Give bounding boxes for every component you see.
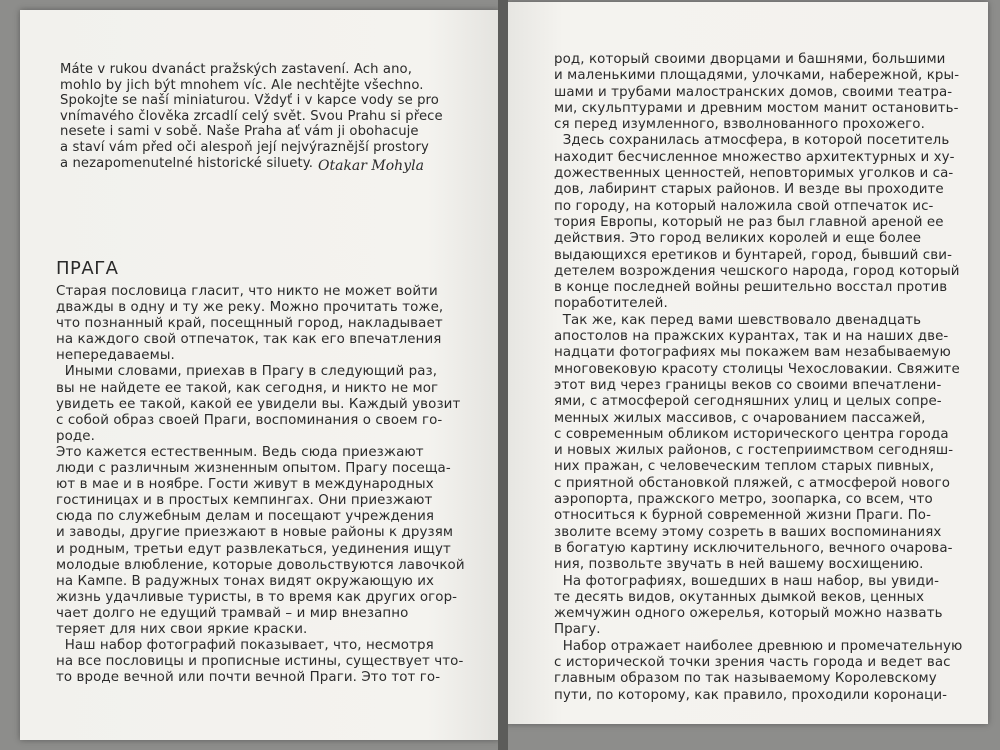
text-line: находит бесчисленное множество архитектурных и ху-: [554, 149, 955, 165]
text-line: Так же, как перед вами шевствовало двенадцать: [554, 312, 922, 328]
text-line: шами и трубами малостранских домов, своими театра-: [554, 84, 953, 100]
text-line: гостиницах и в простых кемпингах. Они приезжают: [56, 493, 433, 509]
text-line: Старая пословица гласит, что никто не может войти: [56, 284, 438, 299]
text-line: молодые влюбление, которые довольствуются лавочкой: [56, 557, 465, 573]
text-line: многовековую красоту столицы Чехословакии. Свяжите: [554, 361, 960, 377]
text-line: a nezapomenutelné historické siluety.: [60, 155, 314, 171]
text-line: надцати фотографиях мы покажем вам незабываемую: [554, 345, 951, 361]
text-line: сюда по служебным делам и посещают учреждения: [56, 509, 435, 525]
text-line: детелем возрождения чешского народа, город который: [554, 263, 960, 279]
text-line: Иными словами, приехав в Прагу в следующий раз,: [56, 364, 438, 380]
text-line: ют в мае и в ноябре. Гости живут в международных: [56, 477, 434, 493]
right-body-text: [554, 52, 962, 704]
text-line: них пражан, с человеческим теплом старых пивных,: [554, 459, 935, 475]
text-line: апостолов на пражских курантах, так и на наших две-: [554, 329, 949, 345]
text-line: выдающихся еретиков и бунтарей, город, бывший сви-: [554, 247, 952, 263]
author-signature: Otakar Mohyla: [318, 158, 424, 174]
text-line: то вроде вечной или почти вечной Праги. Это тот го-: [56, 670, 441, 686]
text-line: действия. Это город великих королей и еще более: [554, 231, 922, 247]
text-line: пути, по которому, как правило, проходили коронаци-: [554, 687, 948, 703]
text-line: что познанный край, посещнный город, накладывает: [56, 316, 443, 332]
text-line: зволите всему этому созреть в ваших воспоминаниях: [554, 524, 942, 540]
text-line: nesete i sami v sobě. Naše Praha ať vám ji obohacuje: [60, 124, 419, 140]
text-line: и маленькими площадями, улочками, набережной, кры-: [554, 68, 960, 84]
text-line: ями, с атмосферой сегодняшних улиц и целых сопре-: [554, 394, 942, 410]
text-line: Здесь сохранилась атмосфера, в которой посетитель: [554, 133, 950, 149]
page-heading: ПРАГА: [56, 258, 119, 279]
text-line: с собой образ своей Праги, воспоминания о своем го-: [56, 412, 443, 428]
text-line: жизнь удачливые туристы, в то время как других огор-: [56, 589, 458, 605]
text-line: жемчужин одного ожерелья, который можно назвать: [554, 606, 943, 622]
text-line: по городу, на который наложила свой отпечаток ис-: [554, 198, 934, 214]
text-line: vnímavého člověka zrcadlí celý svět. Svou Prahu si přece: [60, 108, 443, 124]
text-line: менных жилых массивов, с очарованием пассажей,: [554, 410, 926, 426]
text-line: относиться к бурной современной жизни Праги. По-: [554, 508, 932, 524]
text-line: в конце последней войны решительно восстал против: [554, 280, 948, 296]
text-line: с исторической точки зрения часть города и ведет вас: [554, 654, 951, 670]
text-line: роде.: [56, 428, 95, 444]
text-line: Набор отражает наиболее древнюю и промечательную: [554, 638, 963, 654]
text-line: главным образом по так называемому Королевскому: [554, 671, 937, 687]
text-line: люди с различным жизненным опытом. Прагу посеща-: [56, 461, 451, 477]
text-line: ми, скульптурами и древним мостом манит остановить-: [554, 100, 959, 116]
text-line: a staví vám před oči alespoň její nejvýraznější prostory: [60, 139, 429, 155]
text-line: на все пословицы и прописные истины, существует что-: [56, 654, 464, 670]
text-line: на каждого свой отпечаток, так как его впечатления: [56, 332, 442, 348]
book-spine: [498, 0, 508, 750]
text-line: с приятной обстановкой пляжей, с атмосферой нового: [554, 475, 951, 491]
text-line: те десять видов, окутанных дымкой веков, ценных: [554, 589, 925, 605]
text-line: род, который своими дворцами и башнями, большими: [554, 52, 946, 67]
text-line: Прагу.: [554, 622, 601, 638]
text-line: Máte v rukou dvanáct pražských zastavení. Ach ano,: [60, 62, 412, 77]
text-line: mohlo by jich být mnohem víc. Ale nechtějte všechno.: [60, 77, 424, 93]
text-line: теряет для них свои яркие краски.: [56, 621, 308, 637]
text-line: этот вид через границы веков со своими впечатлени-: [554, 377, 942, 393]
text-line: и родным, третьи едут развлекаться, уединения ищут: [56, 541, 451, 557]
text-line: Spokojte se naší miniaturou. Vždyť i v kapce vody se pro: [60, 93, 439, 109]
text-line: Наш набор фотографий показывает, что, несмотря: [56, 638, 434, 654]
text-line: с современным обликом исторического центра города: [554, 426, 949, 442]
text-line: ния, позвольте звучать в ней вашему восхищению.: [554, 557, 924, 573]
text-line: и новых жилых районов, с гостеприимством сегодняш-: [554, 443, 954, 459]
text-line: непередаваемы.: [56, 348, 175, 364]
text-line: чает долго не едущий трамвай – и мир внезапно: [56, 605, 409, 621]
text-line: вы не найдете ее такой, как сегодня, и никто не мог: [56, 380, 439, 396]
text-line: на Кампе. В радужных тонах видят окружающую их: [56, 573, 435, 589]
text-line: дов, лабиринт старых районов. И везде вы проходите: [554, 182, 944, 198]
text-line: дважды в одну и ту же реку. Можно прочитать тоже,: [56, 300, 444, 316]
text-line: Это кажется естественным. Ведь сюда приезжают: [56, 444, 424, 460]
czech-intro: [60, 62, 443, 171]
text-line: дожественных ценностей, неповторимых уголков и са-: [554, 166, 954, 182]
text-line: ся перед изумленного, взволнованного прохожего.: [554, 117, 925, 133]
text-line: аэропорта, пражского метро, зоопарка, со всем, что: [554, 492, 933, 508]
text-line: тория Европы, который не раз был главной ареной ее: [554, 214, 944, 230]
text-line: и заводы, другие приезжают в новые районы к друзям: [56, 525, 454, 541]
left-body-text: [56, 284, 465, 686]
text-line: На фотографиях, вошедших в наш набор, вы увиди-: [554, 573, 940, 589]
text-line: поработителей.: [554, 296, 668, 312]
text-line: увидеть ее такой, какой ее увидели вы. Каждый увозит: [56, 396, 461, 412]
text-line: в богатую картину исключительного, вечного очарова-: [554, 540, 953, 556]
